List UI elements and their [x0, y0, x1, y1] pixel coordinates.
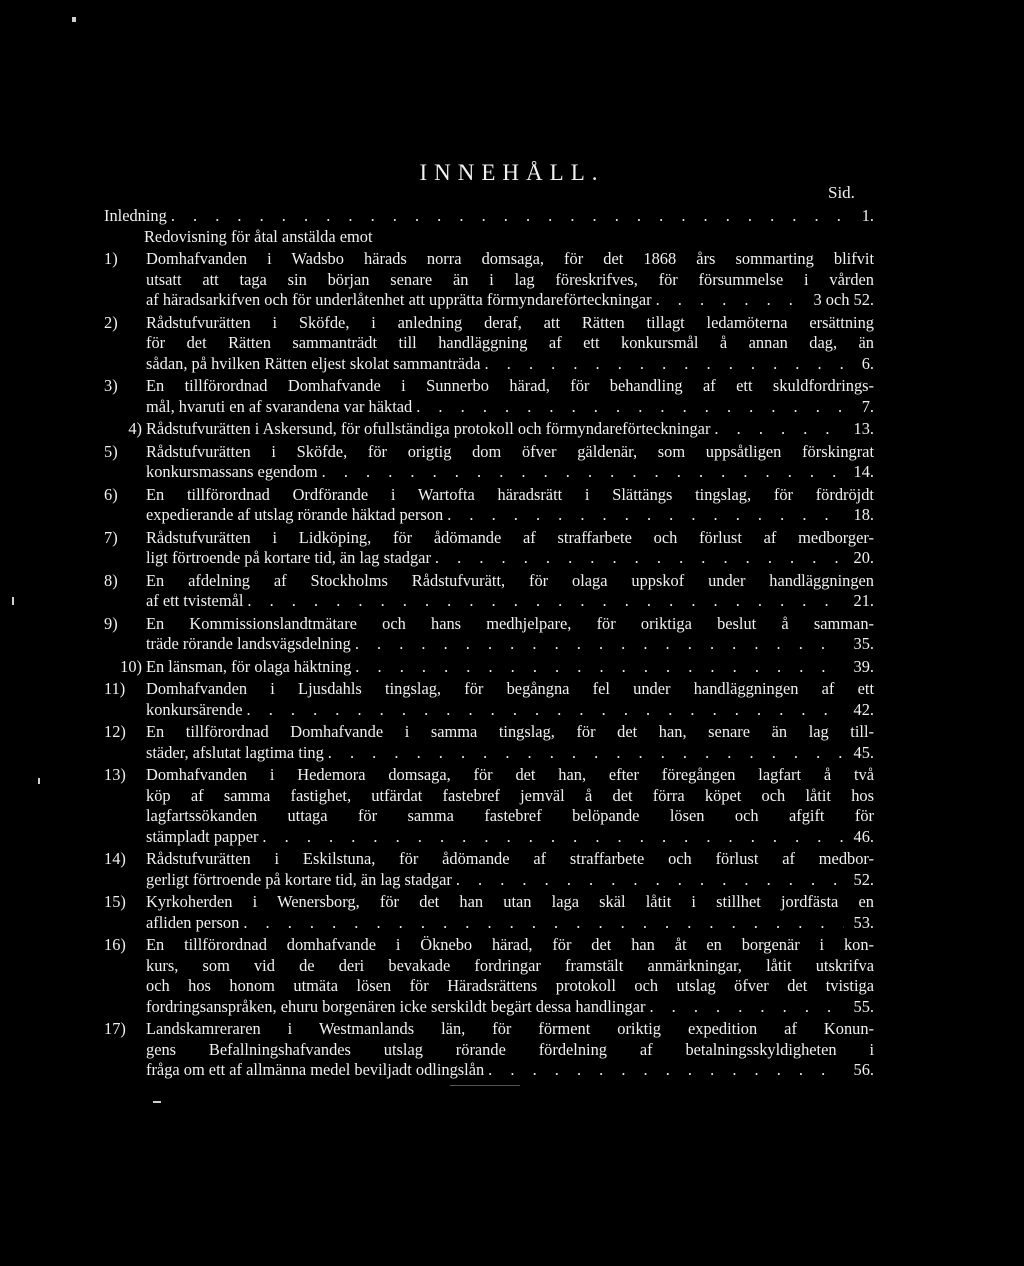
toc-entry-line [104, 679, 874, 700]
entry-text: expedierande af utslag rörande häktad person [146, 505, 444, 524]
entry-number: 10) [120, 656, 142, 676]
entry-page: 39. [853, 656, 874, 676]
print-speck [72, 17, 76, 22]
toc-entry [104, 1019, 874, 1081]
dot-leader [714, 419, 843, 440]
entry-number: 9) [104, 613, 118, 633]
toc-entry-line [104, 870, 874, 891]
toc-entry-line [104, 290, 874, 311]
entry-text: stämpladt papper [146, 826, 259, 846]
toc-entry-line [104, 591, 874, 612]
dot-leader [322, 462, 844, 483]
toc-entry [104, 528, 874, 569]
entry-text: afliden person [146, 912, 240, 932]
toc-entry [104, 376, 874, 417]
toc-entry-line [104, 913, 874, 934]
toc-entry-line [104, 700, 874, 721]
toc-entry-line [104, 485, 874, 506]
dot-leader [243, 913, 843, 934]
toc-entry-line [104, 462, 874, 483]
entry-number: 6) [104, 484, 118, 504]
entry-text: gerligt förtroende på kortare tid, än lag stadgar [146, 869, 452, 889]
entry-number: 4) [128, 419, 142, 438]
subheading-text: Redovisning för åtal anstälda emot [144, 226, 373, 246]
toc-entry-line [104, 827, 874, 848]
toc-entry-line [104, 313, 874, 334]
toc-entry [104, 722, 874, 763]
toc-subheading [104, 227, 874, 248]
entry-number: 16) [104, 935, 126, 954]
page-column-heading: Sid. [828, 183, 855, 202]
page-title: INNEHÅLL. [419, 160, 605, 185]
entry-text: En afdelning af Stockholms Rådstufvurätt, för olaga uppskof under handläggningen [146, 570, 874, 590]
entry-text: Rådstufvurätten i Sköfde, för origtig dom öfver gäldenär, som uppsåtligen förskingrat [146, 441, 874, 461]
entry-number: 17) [104, 1019, 126, 1038]
dot-leader [656, 290, 804, 311]
entry-text: städer, afslutat lagtima ting [146, 742, 324, 762]
entry-page: 42. [853, 699, 874, 719]
entry-page: 14. [853, 462, 874, 481]
table-of-contents [104, 206, 874, 1081]
entry-text: af ett tvistemål [146, 591, 244, 610]
toc-entry-line [104, 976, 874, 997]
toc-entry [104, 249, 874, 311]
entry-text: konkursmassans egendom [146, 462, 318, 481]
entry-text: Domhafvanden i Ljusdahls tingslag, för begångna fel under handläggningen af ett [146, 679, 874, 698]
toc-entry-line [104, 614, 874, 635]
toc-entry [104, 442, 874, 483]
entry-text: utsatt att taga sin början senare än i lag föreskrifves, för försummelse i vården [146, 269, 874, 289]
toc-entry-line [104, 505, 874, 526]
toc-entry-line [104, 528, 874, 549]
entry-text: Rådstufvurätten i Lidköping, för ådömande af straffarbete och förlust af medborger- [146, 527, 874, 547]
toc-entry-line [104, 397, 874, 418]
entry-page: 18. [853, 505, 874, 524]
intro-page: 1. [861, 206, 874, 225]
entry-number: 13) [104, 765, 126, 784]
toc-entry-line [104, 634, 874, 655]
toc-entry-line [104, 548, 874, 569]
toc-entry-line [104, 333, 874, 354]
entry-number: 2) [104, 312, 118, 332]
entry-text: En tillförordnad domhafvande i Öknebo härad, för det han åt en borgenär i kon- [146, 935, 874, 954]
toc-entry-line [104, 743, 874, 764]
entry-text: Domhafvanden i Wadsbo härads norra domsaga, för det 1868 års sommarting blifvit [146, 249, 874, 268]
dot-leader [355, 657, 843, 678]
entry-number: 11) [104, 679, 126, 698]
entry-number: 14) [104, 849, 126, 868]
toc-entry [104, 571, 874, 612]
intro-label: Inledning [104, 206, 167, 225]
entry-text: kurs, som vid de deri bevakade fordringar framstält anmärkningar, låtit utskrifva [146, 955, 874, 975]
entry-text: Domhafvanden i Hedemora domsaga, för det han, efter föregången lagfart å två [146, 765, 874, 784]
entry-page: 56. [853, 1060, 874, 1079]
entry-text: En länsman, för olaga häktning [146, 656, 352, 676]
toc-entry-line [104, 657, 874, 678]
entry-number: 8) [104, 570, 118, 590]
entry-number: 5) [104, 441, 118, 461]
entry-text: En tillförordnad Ordförande i Wartofta häradsrätt i Slättängs tingslag, för fördröjdt [146, 484, 874, 504]
dot-leader [247, 700, 844, 721]
entry-number: 12) [104, 722, 126, 741]
dot-leader [262, 827, 843, 848]
toc-entry-line [104, 419, 874, 440]
entry-text: för det Rätten sammanträdt till handläggning af ett konkursmål å annan dag, än [146, 333, 874, 352]
toc-entry-line [104, 1040, 874, 1061]
toc-intro [104, 206, 874, 227]
entry-number: 15) [104, 892, 126, 911]
print-rule [450, 1085, 520, 1086]
entry-page: 53. [853, 912, 874, 932]
toc-entry [104, 485, 874, 526]
entry-text: Landskamreraren i Westmanlands län, för förment oriktig expedition af Konun- [146, 1019, 874, 1038]
toc-entry-line [104, 354, 874, 375]
entry-page: 46. [853, 826, 874, 846]
entry-text: Rådstufvurätten i Eskilstuna, för ådömande af straffarbete och förlust af medbor- [146, 849, 874, 868]
toc-entry [104, 849, 874, 890]
toc-entry-line [104, 765, 874, 786]
entry-text: Kyrkoherden i Wenersborg, för det han utan laga skäl låtit i stillhet jordfästa en [146, 892, 874, 911]
dot-leader [456, 870, 844, 891]
dot-leader [649, 997, 843, 1018]
toc-entry-line [104, 935, 874, 956]
print-speck [38, 778, 40, 784]
entry-text: träde rörande landsvägsdelning [146, 634, 351, 653]
entry-number: 1) [104, 249, 118, 268]
dot-leader [447, 505, 843, 526]
toc-entry-line [104, 442, 874, 463]
entry-number: 3) [104, 376, 118, 395]
entry-text: af häradsarkifven och för underlåtenhet att upprätta förmyndareförteckningar [146, 290, 652, 309]
entry-page: 35. [853, 634, 874, 653]
entry-text: lagfartssökanden uttaga för samma fastebref belöpande lösen och afgift för [146, 806, 874, 825]
dot-leader [328, 743, 844, 764]
toc-entry-line [104, 1019, 874, 1040]
entry-text: En tillförordnad Domhafvande i samma tingslag, för det han, senare än lag till- [146, 722, 874, 741]
toc-entry-line [104, 806, 874, 827]
toc-entry [104, 892, 874, 933]
toc-entry [104, 313, 874, 375]
entry-text: Rådstufvurätten i Askersund, för ofullständiga protokoll och förmyndareförteckningar [146, 419, 711, 438]
entry-text: fordringsanspråken, ehuru borgenären icke serskildt begärt dessa handlingar [146, 996, 646, 1016]
toc-entry [104, 614, 874, 655]
dot-leader [355, 634, 844, 655]
toc-entry-line [104, 849, 874, 870]
entry-page: 21. [853, 591, 874, 610]
toc-entry-line [104, 1060, 874, 1081]
toc-entry [104, 679, 874, 720]
entry-text: och hos honom utmäta lösen för Häradsrättens protokoll och utslag öfver det tvistiga [146, 976, 874, 995]
toc-entry-line [104, 376, 874, 397]
toc-entry-line [104, 892, 874, 913]
toc-entry-line [104, 571, 874, 592]
dot-leader [435, 548, 844, 569]
print-speck [153, 1101, 161, 1103]
entry-text: mål, hvaruti en af svarandena var häktad [146, 396, 413, 416]
entry-text: sådan, på hvilken Rätten eljest skolat sammanträda [146, 353, 481, 373]
entry-page: 45. [853, 742, 874, 762]
toc-entry [104, 419, 874, 440]
toc-entry-line [104, 722, 874, 743]
toc-entry-line [104, 786, 874, 807]
entry-page: 20. [853, 548, 874, 567]
entry-number: 7) [104, 527, 118, 547]
dot-leader [485, 354, 852, 375]
entry-text: En tillförordnad Domhafvande i Sunnerbo härad, för behandling af ett skuldfordrings- [146, 376, 874, 395]
entry-text: Rådstufvurätten i Sköfde, i anledning deraf, att Rätten tillagt ledamöterna ersättning [146, 312, 874, 332]
toc-entry-line [104, 997, 874, 1018]
entry-page: 7. [861, 396, 874, 416]
toc-entry-line [104, 956, 874, 977]
dot-leader [171, 206, 852, 227]
entry-page: 52. [853, 869, 874, 889]
entry-text: köp af samma fastighet, utfärdat fastebref jemväl å det förra köpet och låtit hos [146, 785, 874, 805]
toc-entry [104, 765, 874, 847]
toc-entry [104, 657, 874, 678]
dot-leader [247, 591, 843, 612]
dot-leader [488, 1060, 843, 1081]
entry-text: konkursärende [146, 699, 243, 719]
entry-page: 13. [853, 419, 874, 438]
toc-entry-line [104, 270, 874, 291]
entry-page: 55. [853, 996, 874, 1016]
entry-page: 6. [861, 353, 874, 373]
toc-entries [104, 249, 874, 1081]
dot-leader [416, 397, 851, 418]
entry-text: fråga om ett af allmänna medel beviljadt odlingslån [146, 1060, 485, 1079]
toc-entry [104, 935, 874, 1017]
entry-text: ligt förtroende på kortare tid, än lag stadgar [146, 548, 431, 567]
entry-text: gens Befallningshafvandes utslag rörande fördelning af betalningsskyldigheten i [146, 1039, 874, 1059]
entry-text: En Kommissionslandtmätare och hans medhjelpare, för oriktiga beslut å samman- [146, 613, 874, 633]
entry-page: 3 och 52. [813, 290, 874, 309]
print-speck [12, 597, 14, 605]
toc-entry-line [104, 249, 874, 270]
